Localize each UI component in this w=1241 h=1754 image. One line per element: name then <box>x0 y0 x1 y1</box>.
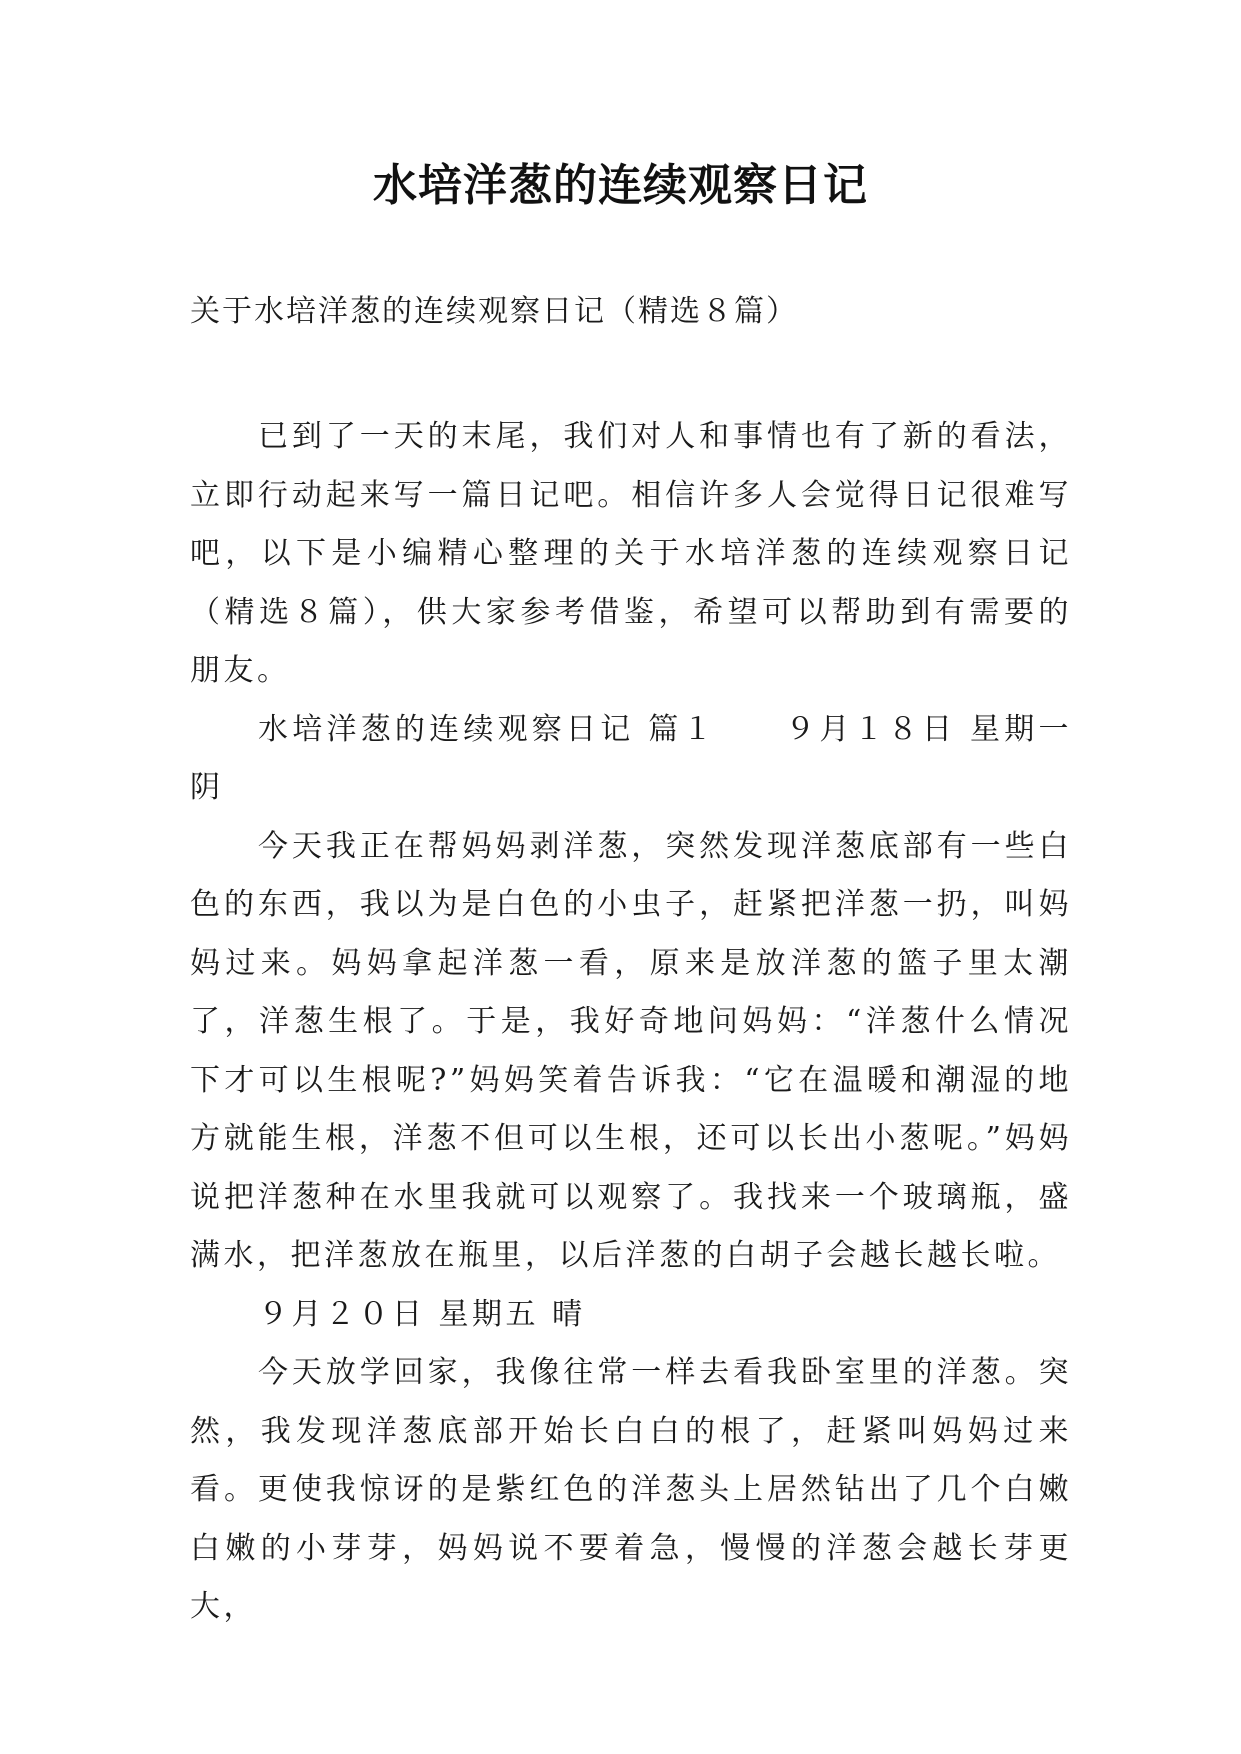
entry-date: ９月２０日 星期五 晴 <box>258 1296 586 1332</box>
entry-paragraph: 今天放学回家，我像往常一样去看我卧室里的洋葱。突然，我发现洋葱底部开始长白白的根了，赶紧叫妈妈过来看。更使我惊讶的是紫红色的洋葱头上居然钻出了几个白嫩白嫩的小芽芽，妈妈说不要着急，慢慢的洋葱会越长芽更大， <box>190 1355 1072 1624</box>
intro-paragraph: 已到了一天的末尾，我们对人和事情也有了新的看法，立即行动起来写一篇日记吧。相信许多人会觉得日记很难写吧，以下是小编精心整理的关于水培洋葱的连续观察日记（精选８篇），供大家参考借鉴，希望可以帮助到有需要的朋友。 <box>190 419 1072 688</box>
entry-heading: 水培洋葱的连续观察日记 篇１ ９月１８日 星期一 阴 <box>190 711 1072 805</box>
document-body <box>190 408 1072 1637</box>
document-title: 水培洋葱的连续观察日记 <box>373 160 868 211</box>
document-subtitle: 关于水培洋葱的连续观察日记（精选８篇） <box>190 294 798 329</box>
entry-paragraph: 今天我正在帮妈妈剥洋葱，突然发现洋葱底部有一些白色的东西，我以为是白色的小虫子，赶紧把洋葱一扔，叫妈妈过来。妈妈拿起洋葱一看，原来是放洋葱的篮子里太潮了，洋葱生根了。于是，我好奇地问妈妈：“洋葱什么情况下才可以生根呢?”妈妈笑着告诉我：“它在温暖和潮湿的地方就能生根，洋葱不但可以生根，还可以长出小葱呢。”妈妈说把洋葱种在水里我就可以观察了。我找来一个玻璃瓶，盛满水，把洋葱放在瓶里，以后洋葱的白胡子会越长越长啦。 <box>190 828 1072 1273</box>
